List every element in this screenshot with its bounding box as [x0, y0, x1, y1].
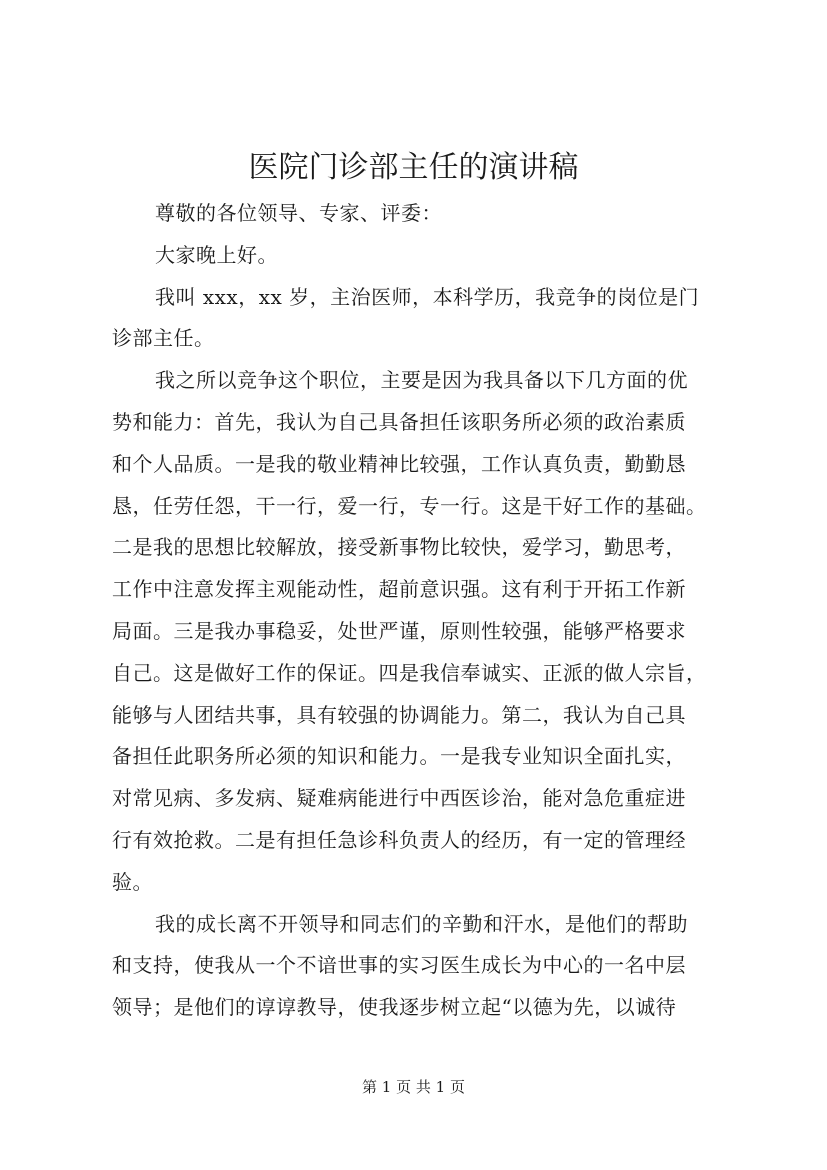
- paragraph-line: 工作中注意发挥主观能动性，超前意识强。这有利于开拓工作新: [112, 577, 686, 602]
- paragraph-line: 和个人品质。一是我的敬业精神比较强，工作认真负责，勤勤恳: [112, 451, 686, 476]
- paragraph-line: 和支持，使我从一个不谙世事的实习医生成长为中心的一名中层: [112, 953, 686, 978]
- page-footer: 第 1 页 共 1 页: [362, 1078, 465, 1096]
- paragraph-line: 自己。这是做好工作的保证。四是我信奉诚实、正派的做人宗旨，: [112, 660, 707, 685]
- paragraph-line: 尊敬的各位领导、专家、评委：: [155, 201, 442, 225]
- paragraph-line: 我的成长离不开领导和同志们的辛勤和汗水，是他们的帮助: [155, 911, 688, 936]
- paragraph-line: 对常见病、多发病、疑难病能进行中西医诊治，能对急危重症进: [112, 786, 686, 811]
- paragraph-line: 能够与人团结共事，具有较强的协调能力。第二，我认为自己具: [112, 702, 686, 727]
- document-body: [112, 193, 744, 1029]
- paragraph-line: 大家晚上好。: [155, 242, 278, 267]
- paragraph-line: 行有效抢救。二是有担任急诊科负责人的经历，有一定的管理经: [112, 827, 686, 852]
- paragraph-line: 恳，任劳任怨，干一行，爱一行，专一行。这是干好工作的基础。: [112, 493, 707, 518]
- paragraph-line: 诊部主任。: [112, 326, 215, 351]
- paragraph-line: 领导；是他们的谆谆教导，使我逐步树立起“以德为先，以诚待: [112, 995, 677, 1020]
- paragraph-line: 二是我的思想比较解放，接受新事物比较快，爱学习，勤思考，: [112, 535, 686, 560]
- paragraph-line: 势和能力：首先，我认为自己具备担任该职务所必须的政治素质: [112, 409, 686, 434]
- paragraph-line: 我叫 xxx，xx 岁，主治医师，本科学历，我竞争的岗位是门: [155, 284, 700, 309]
- paragraph-line: 备担任此职务所必须的知识和能力。一是我专业知识全面扎实，: [112, 744, 686, 769]
- paragraph-line: 验。: [112, 869, 153, 894]
- paragraph-line: 我之所以竞争这个职位，主要是因为我具备以下几方面的优: [155, 368, 688, 393]
- paragraph-line: 局面。三是我办事稳妥，处世严谨，原则性较强，能够严格要求: [112, 618, 686, 643]
- document-title: 医院门诊部主任的演讲稿: [248, 150, 579, 185]
